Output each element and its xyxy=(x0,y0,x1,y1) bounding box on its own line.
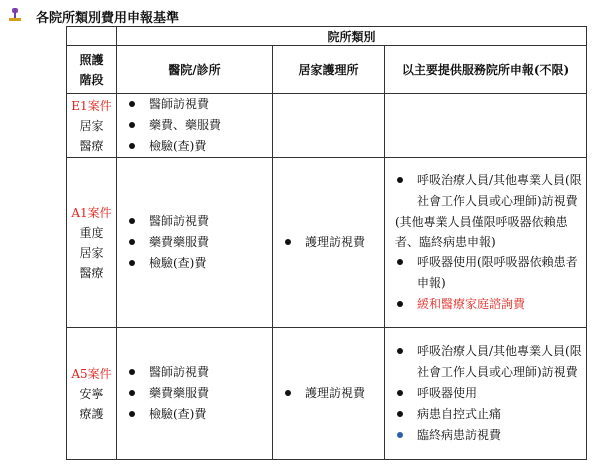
empty-corner xyxy=(67,27,117,46)
list-item: 呼吸器使用(限呼吸器依賴患者申報) xyxy=(395,252,586,294)
list-item: 病患自控式止痛 xyxy=(395,404,586,425)
pin-icon xyxy=(8,8,22,24)
list-item: 護理訪視費 xyxy=(283,232,384,253)
group-header: 院所類別 xyxy=(117,27,587,46)
home-nursing-cell-a1 xyxy=(273,158,385,328)
home-nursing-cell-a5 xyxy=(273,328,385,460)
main-cell-e1 xyxy=(385,94,587,158)
case-code: A1案件 xyxy=(71,205,112,220)
col-header-hospital: 醫院/診所 xyxy=(117,46,273,94)
list-item: 呼吸治療人員/其他專業人員(限社會工作人員或心理師)訪視費 xyxy=(395,341,586,383)
stage-cell-e1: E1案件 居家 醫療 xyxy=(67,94,117,158)
list-item: 藥費、藥服費 xyxy=(127,115,272,136)
list-item: 臨終病患訪視費 xyxy=(395,425,586,446)
list-item: 緩和醫療家庭諮詢費 xyxy=(395,294,586,315)
main-cell-a1 xyxy=(385,158,587,328)
case-code: A5案件 xyxy=(71,366,112,381)
hospital-cell-a1 xyxy=(117,158,273,328)
list-item: 藥費藥服費 xyxy=(127,383,272,404)
list-item: 藥費藥服費 xyxy=(127,232,272,253)
section-heading xyxy=(8,6,179,26)
heading-text: 各院所類別費用申報基準 xyxy=(36,10,180,26)
stage-cell-a5: A5案件 安寧 療護 xyxy=(67,328,117,460)
hospital-cell-a5 xyxy=(117,328,273,460)
home-nursing-cell-e1 xyxy=(273,94,385,158)
list-item: 醫師訪視費 xyxy=(127,94,272,115)
col-header-stage: 照護階段 xyxy=(67,46,117,94)
fee-table xyxy=(66,26,587,460)
list-item: 醫師訪視費 xyxy=(127,362,272,383)
col-header-main: 以主要提供服務院所申報(不限) xyxy=(385,46,587,94)
list-item: 呼吸器使用 xyxy=(395,383,586,404)
main-cell-a5 xyxy=(385,328,587,460)
list-item: 檢驗(查)費 xyxy=(127,136,272,157)
stage-cell-a1: A1案件 重度 居家 醫療 xyxy=(67,158,117,328)
list-item: 檢驗(查)費 xyxy=(127,253,272,274)
note-text: (其他專業人員僅限呼吸器依賴患者、臨終病患申報) xyxy=(395,215,568,249)
col-header-home-nursing: 居家護理所 xyxy=(273,46,385,94)
list-item: 檢驗(查)費 xyxy=(127,404,272,425)
list-item: 呼吸治療人員/其他專業人員(限社會工作人員或心理師)訪視費 xyxy=(395,170,586,212)
case-code: E1案件 xyxy=(71,98,112,113)
hospital-cell-e1 xyxy=(117,94,273,158)
list-item: 醫師訪視費 xyxy=(127,211,272,232)
list-item: 護理訪視費 xyxy=(283,383,384,404)
